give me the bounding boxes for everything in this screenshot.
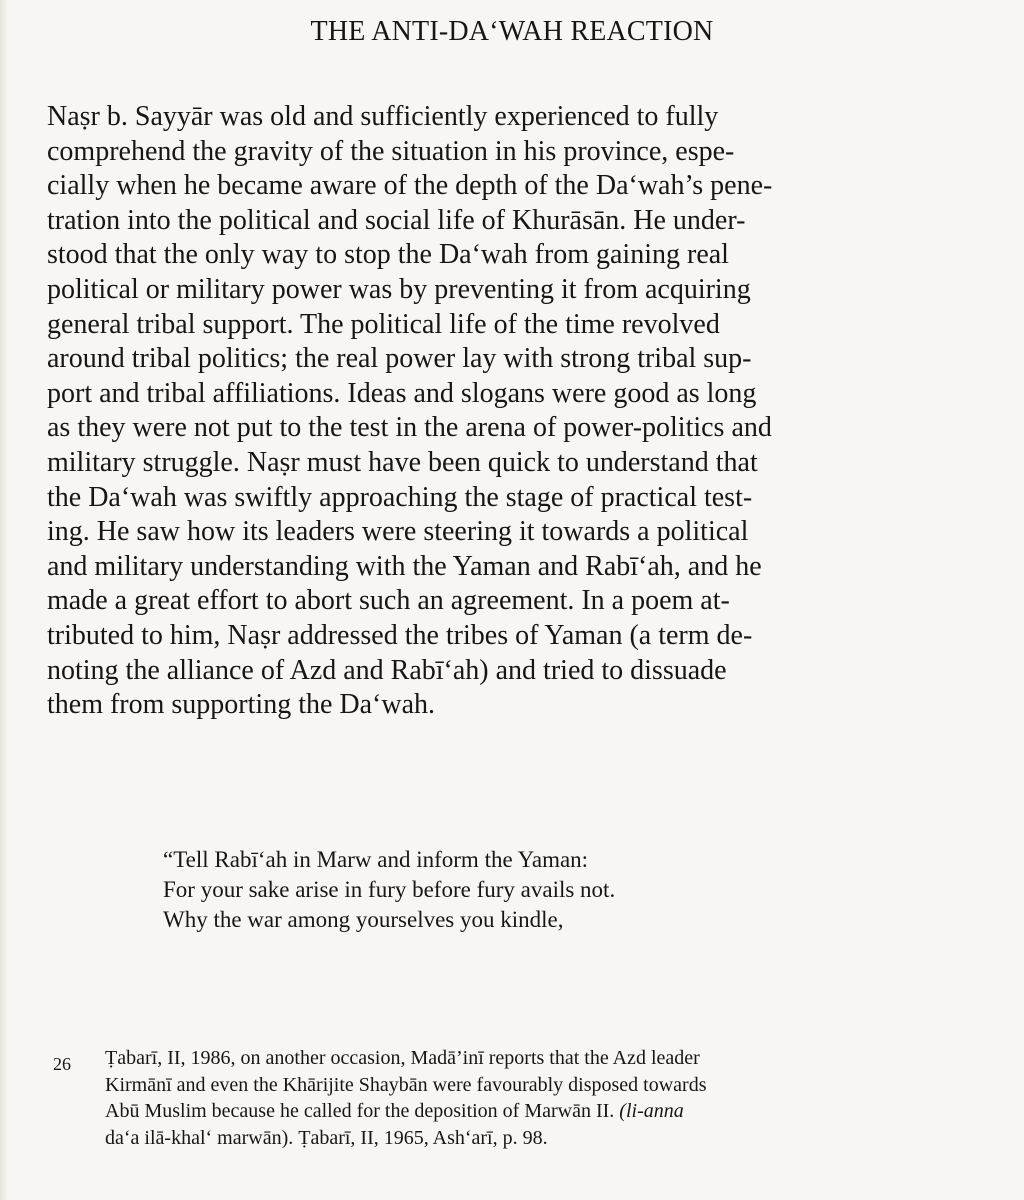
paragraph-line: military struggle. Naṣr must have been quick to understand that xyxy=(47,446,758,478)
footnote-line: Ṭabarī, II, 1986, on another occasion, Madā’inī reports that the Azd leader xyxy=(105,1047,700,1069)
page-edge-shadow xyxy=(0,0,8,1200)
poem-verse: For your sake arise in fury before fury avails not. xyxy=(163,877,616,902)
paragraph-line: port and tribal affiliations. Ideas and slogans were good as long xyxy=(47,377,757,409)
poem-verse: Why the war among yourselves you kindle, xyxy=(163,907,564,932)
running-head: THE ANTI-DA‘WAH REACTION xyxy=(310,16,714,47)
poem-quote xyxy=(163,845,615,935)
footnote-line: da‘a ilā-khal‘ marwān). Ṭabarī, II, 1965, Ash‘arī, p. 98. xyxy=(105,1126,548,1149)
footnote-line: Kirmānī and even the Khārijite Shaybān were favourably disposed towards xyxy=(105,1073,707,1096)
footnote-line xyxy=(105,1098,975,1125)
poem-verse: “Tell Rabī‘ah in Marw and inform the Yaman: xyxy=(163,847,589,872)
paragraph-line: cially when he became aware of the depth of the Da‘wah’s pene- xyxy=(47,170,773,202)
paragraph-line: made a great effort to abort such an agreement. In a poem at- xyxy=(47,585,730,617)
paragraph-line: Naṣr b. Sayyār was old and sufficiently experienced to fully xyxy=(47,101,719,132)
paragraph-line: tributed to him, Naṣr addressed the tribes of Yaman (a term de- xyxy=(47,619,753,651)
paragraph-line: and military understanding with the Yaman and Rabī‘ah, and he xyxy=(47,550,762,582)
paragraph-line: general tribal support. The political life of the time revolved xyxy=(47,308,720,340)
footnote-number: 26 xyxy=(53,1054,71,1074)
paragraph-line: them from supporting the Da‘wah. xyxy=(47,689,436,721)
paragraph-line: comprehend the gravity of the situation in his province, espe- xyxy=(47,135,735,167)
paragraph-line: noting the alliance of Azd and Rabī‘ah) and tried to dissuade xyxy=(47,654,727,686)
footnote-body xyxy=(105,1045,975,1151)
main-paragraph xyxy=(47,100,947,723)
paragraph-line: the Da‘wah was swiftly approaching the stage of practical test- xyxy=(47,481,753,513)
paragraph-line: tration into the political and social life of Khurāsān. He under- xyxy=(47,204,746,236)
paragraph-line: as they were not put to the test in the arena of power-politics and xyxy=(47,412,772,444)
paragraph-line: stood that the only way to stop the Da‘wah from gaining real xyxy=(47,239,729,271)
footnote-line-text: Abū Muslim because he called for the deposition of Marwān II. xyxy=(105,1100,620,1122)
paragraph-line: ing. He saw how its leaders were steering it towards a political xyxy=(47,516,749,548)
paragraph-line: around tribal politics; the real power lay with strong tribal sup- xyxy=(47,343,752,375)
footnote-italic-term: (li-anna xyxy=(619,1100,684,1122)
paragraph-line: political or military power was by preventing it from acquiring xyxy=(47,273,751,305)
